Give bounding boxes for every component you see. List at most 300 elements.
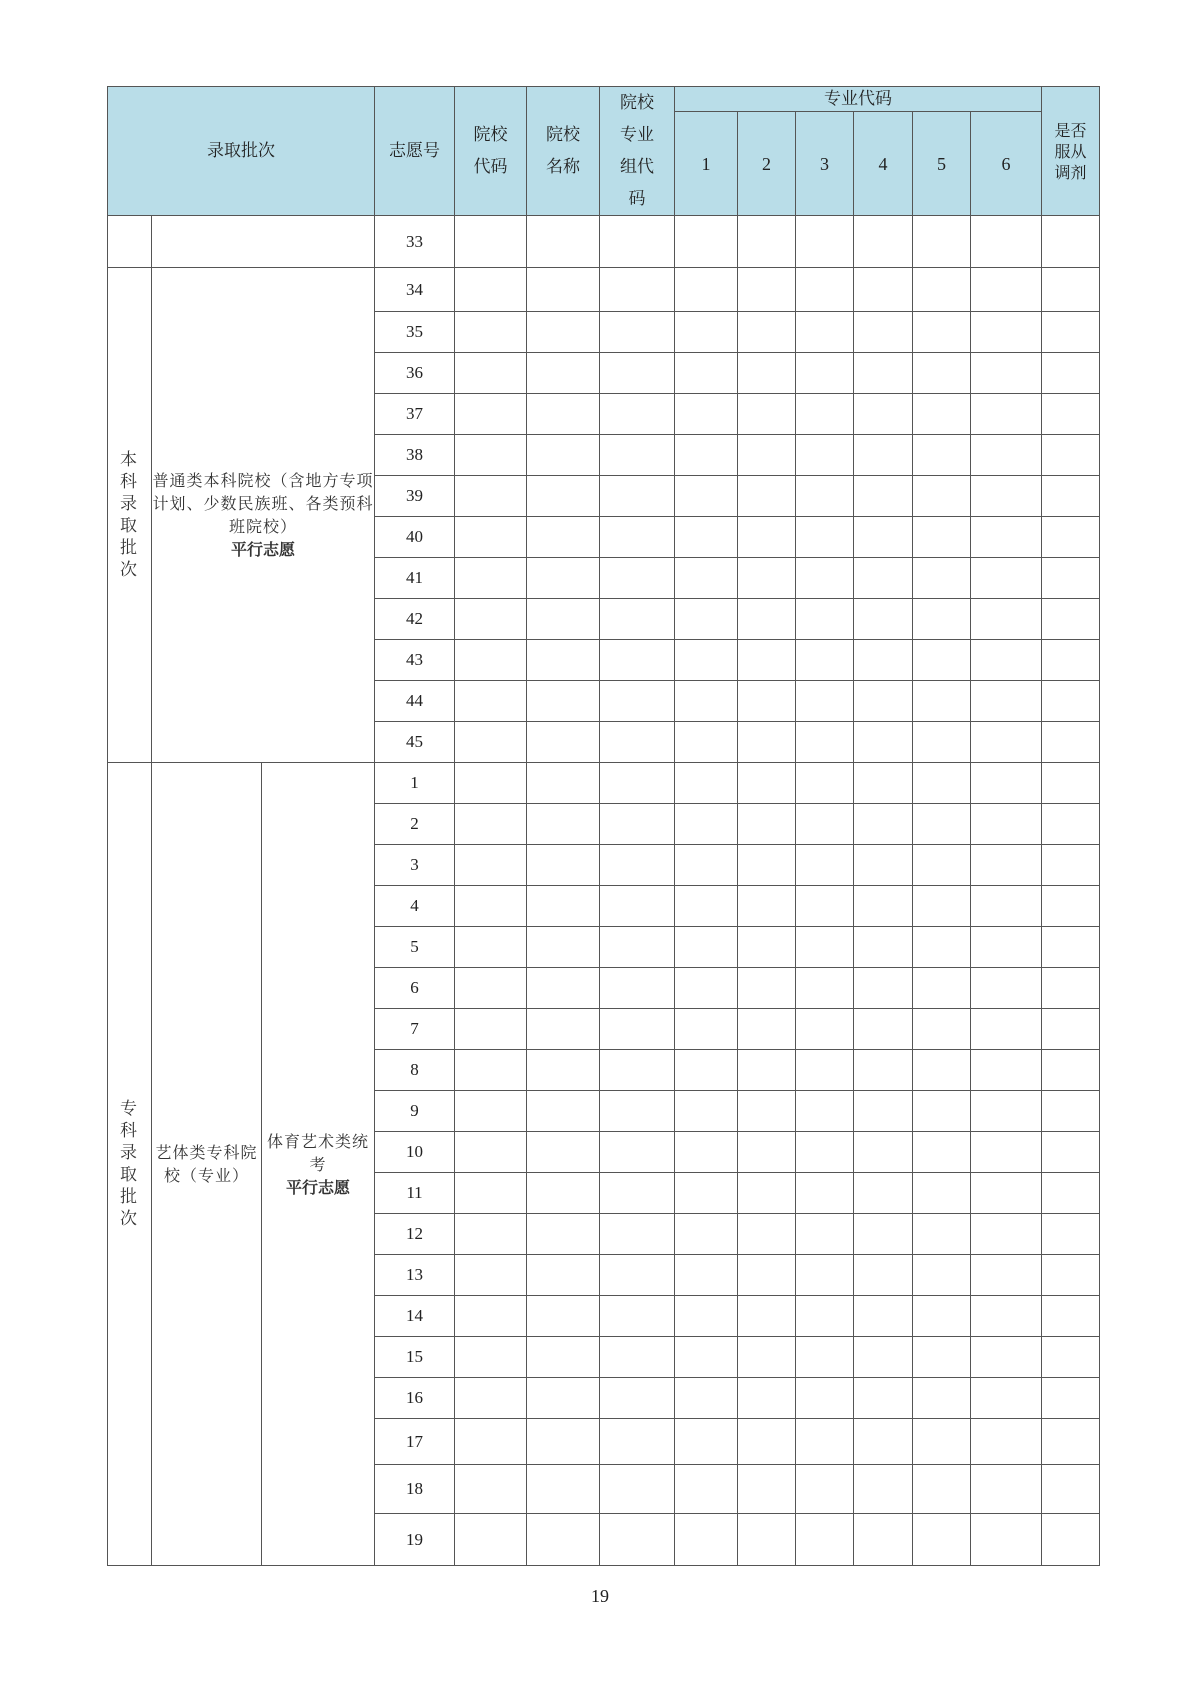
major-code-2-cell[interactable] [738,1337,796,1378]
major-code-6-cell[interactable] [971,1419,1042,1465]
major-code-5-cell[interactable] [913,599,971,640]
school-name-cell[interactable] [527,312,600,353]
major-code-1-cell[interactable] [675,435,738,476]
major-code-6-cell[interactable] [971,1255,1042,1296]
major-code-4-cell[interactable] [854,476,913,517]
major-code-4-cell[interactable] [854,1419,913,1465]
group-code-cell[interactable] [600,845,675,886]
adjust-cell[interactable] [1042,1091,1100,1132]
major-code-6-cell[interactable] [971,1132,1042,1173]
major-code-6-cell[interactable] [971,476,1042,517]
major-code-6-cell[interactable] [971,1050,1042,1091]
major-code-5-cell[interactable] [913,216,971,268]
school-code-cell[interactable] [455,268,527,312]
major-code-4-cell[interactable] [854,353,913,394]
major-code-6-cell[interactable] [971,1514,1042,1566]
major-code-2-cell[interactable] [738,763,796,804]
major-code-6-cell[interactable] [971,886,1042,927]
school-code-cell[interactable] [455,1255,527,1296]
major-code-4-cell[interactable] [854,1337,913,1378]
major-code-5-cell[interactable] [913,1009,971,1050]
school-code-cell[interactable] [455,216,527,268]
major-code-1-cell[interactable] [675,968,738,1009]
major-code-5-cell[interactable] [913,722,971,763]
major-code-4-cell[interactable] [854,517,913,558]
school-name-cell[interactable] [527,1378,600,1419]
major-code-2-cell[interactable] [738,681,796,722]
major-code-3-cell[interactable] [796,681,854,722]
major-code-2-cell[interactable] [738,1050,796,1091]
group-code-cell[interactable] [600,1091,675,1132]
major-code-5-cell[interactable] [913,1132,971,1173]
major-code-4-cell[interactable] [854,640,913,681]
major-code-5-cell[interactable] [913,353,971,394]
group-code-cell[interactable] [600,1378,675,1419]
school-name-cell[interactable] [527,1173,600,1214]
major-code-2-cell[interactable] [738,1173,796,1214]
major-code-2-cell[interactable] [738,722,796,763]
school-code-cell[interactable] [455,681,527,722]
major-code-2-cell[interactable] [738,1296,796,1337]
adjust-cell[interactable] [1042,886,1100,927]
major-code-5-cell[interactable] [913,312,971,353]
adjust-cell[interactable] [1042,312,1100,353]
adjust-cell[interactable] [1042,1214,1100,1255]
major-code-4-cell[interactable] [854,927,913,968]
major-code-3-cell[interactable] [796,312,854,353]
major-code-4-cell[interactable] [854,216,913,268]
adjust-cell[interactable] [1042,640,1100,681]
major-code-1-cell[interactable] [675,394,738,435]
major-code-6-cell[interactable] [971,394,1042,435]
school-code-cell[interactable] [455,1419,527,1465]
major-code-3-cell[interactable] [796,1255,854,1296]
adjust-cell[interactable] [1042,476,1100,517]
school-code-cell[interactable] [455,804,527,845]
school-code-cell[interactable] [455,558,527,599]
adjust-cell[interactable] [1042,1465,1100,1514]
major-code-4-cell[interactable] [854,1050,913,1091]
school-code-cell[interactable] [455,1337,527,1378]
major-code-6-cell[interactable] [971,681,1042,722]
major-code-2-cell[interactable] [738,312,796,353]
school-name-cell[interactable] [527,763,600,804]
major-code-5-cell[interactable] [913,268,971,312]
major-code-5-cell[interactable] [913,435,971,476]
school-name-cell[interactable] [527,640,600,681]
major-code-3-cell[interactable] [796,1514,854,1566]
adjust-cell[interactable] [1042,394,1100,435]
major-code-1-cell[interactable] [675,640,738,681]
major-code-6-cell[interactable] [971,599,1042,640]
major-code-1-cell[interactable] [675,216,738,268]
major-code-2-cell[interactable] [738,804,796,845]
school-name-cell[interactable] [527,353,600,394]
group-code-cell[interactable] [600,1173,675,1214]
major-code-5-cell[interactable] [913,681,971,722]
major-code-5-cell[interactable] [913,763,971,804]
major-code-3-cell[interactable] [796,1378,854,1419]
group-code-cell[interactable] [600,763,675,804]
major-code-1-cell[interactable] [675,1296,738,1337]
adjust-cell[interactable] [1042,804,1100,845]
major-code-5-cell[interactable] [913,394,971,435]
major-code-4-cell[interactable] [854,312,913,353]
major-code-5-cell[interactable] [913,1465,971,1514]
major-code-3-cell[interactable] [796,517,854,558]
group-code-cell[interactable] [600,312,675,353]
group-code-cell[interactable] [600,1514,675,1566]
major-code-5-cell[interactable] [913,1050,971,1091]
major-code-6-cell[interactable] [971,1378,1042,1419]
major-code-4-cell[interactable] [854,1173,913,1214]
major-code-4-cell[interactable] [854,1296,913,1337]
major-code-1-cell[interactable] [675,722,738,763]
group-code-cell[interactable] [600,886,675,927]
major-code-6-cell[interactable] [971,927,1042,968]
major-code-5-cell[interactable] [913,1173,971,1214]
major-code-1-cell[interactable] [675,681,738,722]
school-name-cell[interactable] [527,599,600,640]
major-code-1-cell[interactable] [675,517,738,558]
major-code-3-cell[interactable] [796,1296,854,1337]
school-name-cell[interactable] [527,1419,600,1465]
school-name-cell[interactable] [527,1132,600,1173]
adjust-cell[interactable] [1042,1132,1100,1173]
adjust-cell[interactable] [1042,1514,1100,1566]
major-code-1-cell[interactable] [675,353,738,394]
school-name-cell[interactable] [527,394,600,435]
major-code-4-cell[interactable] [854,886,913,927]
school-name-cell[interactable] [527,517,600,558]
group-code-cell[interactable] [600,517,675,558]
school-code-cell[interactable] [455,968,527,1009]
major-code-2-cell[interactable] [738,1255,796,1296]
major-code-6-cell[interactable] [971,435,1042,476]
major-code-3-cell[interactable] [796,216,854,268]
school-code-cell[interactable] [455,353,527,394]
major-code-6-cell[interactable] [971,1091,1042,1132]
major-code-3-cell[interactable] [796,476,854,517]
group-code-cell[interactable] [600,968,675,1009]
school-code-cell[interactable] [455,1173,527,1214]
major-code-4-cell[interactable] [854,804,913,845]
major-code-6-cell[interactable] [971,1296,1042,1337]
major-code-1-cell[interactable] [675,1173,738,1214]
school-name-cell[interactable] [527,1465,600,1514]
major-code-2-cell[interactable] [738,216,796,268]
adjust-cell[interactable] [1042,1337,1100,1378]
major-code-6-cell[interactable] [971,1009,1042,1050]
major-code-2-cell[interactable] [738,353,796,394]
major-code-6-cell[interactable] [971,804,1042,845]
school-name-cell[interactable] [527,268,600,312]
adjust-cell[interactable] [1042,845,1100,886]
major-code-5-cell[interactable] [913,1337,971,1378]
major-code-3-cell[interactable] [796,968,854,1009]
major-code-3-cell[interactable] [796,640,854,681]
adjust-cell[interactable] [1042,1009,1100,1050]
major-code-4-cell[interactable] [854,1009,913,1050]
major-code-4-cell[interactable] [854,394,913,435]
major-code-4-cell[interactable] [854,1214,913,1255]
major-code-1-cell[interactable] [675,476,738,517]
major-code-2-cell[interactable] [738,517,796,558]
major-code-2-cell[interactable] [738,599,796,640]
major-code-3-cell[interactable] [796,1091,854,1132]
major-code-2-cell[interactable] [738,1419,796,1465]
adjust-cell[interactable] [1042,517,1100,558]
major-code-1-cell[interactable] [675,558,738,599]
major-code-3-cell[interactable] [796,558,854,599]
school-code-cell[interactable] [455,435,527,476]
school-code-cell[interactable] [455,1296,527,1337]
adjust-cell[interactable] [1042,558,1100,599]
school-name-cell[interactable] [527,1214,600,1255]
major-code-3-cell[interactable] [796,1214,854,1255]
major-code-3-cell[interactable] [796,927,854,968]
school-name-cell[interactable] [527,1337,600,1378]
major-code-2-cell[interactable] [738,1514,796,1566]
adjust-cell[interactable] [1042,763,1100,804]
major-code-5-cell[interactable] [913,845,971,886]
school-name-cell[interactable] [527,886,600,927]
school-code-cell[interactable] [455,1091,527,1132]
major-code-2-cell[interactable] [738,1132,796,1173]
major-code-1-cell[interactable] [675,1419,738,1465]
group-code-cell[interactable] [600,1419,675,1465]
major-code-3-cell[interactable] [796,845,854,886]
school-code-cell[interactable] [455,312,527,353]
adjust-cell[interactable] [1042,435,1100,476]
major-code-2-cell[interactable] [738,268,796,312]
school-name-cell[interactable] [527,435,600,476]
school-name-cell[interactable] [527,968,600,1009]
major-code-4-cell[interactable] [854,1091,913,1132]
major-code-5-cell[interactable] [913,804,971,845]
group-code-cell[interactable] [600,476,675,517]
major-code-5-cell[interactable] [913,558,971,599]
major-code-6-cell[interactable] [971,1214,1042,1255]
major-code-3-cell[interactable] [796,1173,854,1214]
adjust-cell[interactable] [1042,268,1100,312]
group-code-cell[interactable] [600,1296,675,1337]
school-name-cell[interactable] [527,1009,600,1050]
adjust-cell[interactable] [1042,1419,1100,1465]
group-code-cell[interactable] [600,927,675,968]
school-code-cell[interactable] [455,886,527,927]
major-code-1-cell[interactable] [675,1050,738,1091]
major-code-5-cell[interactable] [913,927,971,968]
major-code-1-cell[interactable] [675,268,738,312]
major-code-1-cell[interactable] [675,845,738,886]
major-code-6-cell[interactable] [971,763,1042,804]
major-code-2-cell[interactable] [738,476,796,517]
school-code-cell[interactable] [455,640,527,681]
school-code-cell[interactable] [455,394,527,435]
group-code-cell[interactable] [600,640,675,681]
group-code-cell[interactable] [600,394,675,435]
major-code-5-cell[interactable] [913,1378,971,1419]
adjust-cell[interactable] [1042,968,1100,1009]
adjust-cell[interactable] [1042,681,1100,722]
school-name-cell[interactable] [527,1091,600,1132]
major-code-5-cell[interactable] [913,517,971,558]
school-name-cell[interactable] [527,927,600,968]
major-code-5-cell[interactable] [913,1255,971,1296]
major-code-4-cell[interactable] [854,1132,913,1173]
school-code-cell[interactable] [455,1465,527,1514]
adjust-cell[interactable] [1042,1050,1100,1091]
major-code-3-cell[interactable] [796,1337,854,1378]
major-code-3-cell[interactable] [796,353,854,394]
major-code-1-cell[interactable] [675,1132,738,1173]
major-code-3-cell[interactable] [796,886,854,927]
group-code-cell[interactable] [600,1009,675,1050]
major-code-4-cell[interactable] [854,1465,913,1514]
adjust-cell[interactable] [1042,353,1100,394]
major-code-1-cell[interactable] [675,1091,738,1132]
major-code-1-cell[interactable] [675,1378,738,1419]
adjust-cell[interactable] [1042,599,1100,640]
major-code-5-cell[interactable] [913,1214,971,1255]
major-code-3-cell[interactable] [796,1465,854,1514]
major-code-4-cell[interactable] [854,1255,913,1296]
major-code-3-cell[interactable] [796,804,854,845]
major-code-3-cell[interactable] [796,763,854,804]
group-code-cell[interactable] [600,216,675,268]
school-code-cell[interactable] [455,517,527,558]
adjust-cell[interactable] [1042,216,1100,268]
school-name-cell[interactable] [527,1514,600,1566]
major-code-1-cell[interactable] [675,312,738,353]
group-code-cell[interactable] [600,1214,675,1255]
school-name-cell[interactable] [527,845,600,886]
school-code-cell[interactable] [455,1132,527,1173]
major-code-5-cell[interactable] [913,968,971,1009]
major-code-1-cell[interactable] [675,927,738,968]
major-code-1-cell[interactable] [675,1465,738,1514]
major-code-2-cell[interactable] [738,640,796,681]
major-code-3-cell[interactable] [796,1419,854,1465]
major-code-6-cell[interactable] [971,268,1042,312]
school-code-cell[interactable] [455,1050,527,1091]
school-name-cell[interactable] [527,558,600,599]
major-code-4-cell[interactable] [854,599,913,640]
major-code-5-cell[interactable] [913,476,971,517]
group-code-cell[interactable] [600,353,675,394]
major-code-1-cell[interactable] [675,599,738,640]
school-name-cell[interactable] [527,722,600,763]
group-code-cell[interactable] [600,1255,675,1296]
major-code-6-cell[interactable] [971,312,1042,353]
major-code-5-cell[interactable] [913,1419,971,1465]
major-code-2-cell[interactable] [738,435,796,476]
major-code-4-cell[interactable] [854,722,913,763]
major-code-6-cell[interactable] [971,353,1042,394]
group-code-cell[interactable] [600,558,675,599]
major-code-5-cell[interactable] [913,640,971,681]
adjust-cell[interactable] [1042,927,1100,968]
group-code-cell[interactable] [600,681,675,722]
major-code-4-cell[interactable] [854,763,913,804]
major-code-1-cell[interactable] [675,1255,738,1296]
major-code-3-cell[interactable] [796,394,854,435]
major-code-5-cell[interactable] [913,1514,971,1566]
major-code-4-cell[interactable] [854,968,913,1009]
school-code-cell[interactable] [455,599,527,640]
major-code-2-cell[interactable] [738,886,796,927]
major-code-2-cell[interactable] [738,1465,796,1514]
group-code-cell[interactable] [600,1465,675,1514]
major-code-6-cell[interactable] [971,558,1042,599]
major-code-6-cell[interactable] [971,845,1042,886]
group-code-cell[interactable] [600,1132,675,1173]
group-code-cell[interactable] [600,804,675,845]
major-code-6-cell[interactable] [971,968,1042,1009]
adjust-cell[interactable] [1042,1378,1100,1419]
school-code-cell[interactable] [455,1378,527,1419]
adjust-cell[interactable] [1042,1296,1100,1337]
school-code-cell[interactable] [455,927,527,968]
major-code-6-cell[interactable] [971,640,1042,681]
school-code-cell[interactable] [455,1214,527,1255]
major-code-3-cell[interactable] [796,722,854,763]
school-name-cell[interactable] [527,681,600,722]
major-code-1-cell[interactable] [675,1214,738,1255]
major-code-1-cell[interactable] [675,804,738,845]
major-code-6-cell[interactable] [971,722,1042,763]
school-name-cell[interactable] [527,1296,600,1337]
group-code-cell[interactable] [600,1337,675,1378]
major-code-3-cell[interactable] [796,1132,854,1173]
major-code-2-cell[interactable] [738,968,796,1009]
major-code-2-cell[interactable] [738,845,796,886]
major-code-2-cell[interactable] [738,394,796,435]
major-code-4-cell[interactable] [854,845,913,886]
school-name-cell[interactable] [527,1255,600,1296]
major-code-6-cell[interactable] [971,1337,1042,1378]
major-code-6-cell[interactable] [971,216,1042,268]
major-code-3-cell[interactable] [796,1009,854,1050]
major-code-2-cell[interactable] [738,927,796,968]
school-name-cell[interactable] [527,216,600,268]
adjust-cell[interactable] [1042,1173,1100,1214]
major-code-4-cell[interactable] [854,681,913,722]
school-code-cell[interactable] [455,476,527,517]
school-name-cell[interactable] [527,804,600,845]
adjust-cell[interactable] [1042,722,1100,763]
school-name-cell[interactable] [527,1050,600,1091]
major-code-4-cell[interactable] [854,435,913,476]
major-code-2-cell[interactable] [738,1214,796,1255]
major-code-2-cell[interactable] [738,558,796,599]
major-code-3-cell[interactable] [796,599,854,640]
school-code-cell[interactable] [455,763,527,804]
major-code-3-cell[interactable] [796,1050,854,1091]
major-code-2-cell[interactable] [738,1091,796,1132]
school-code-cell[interactable] [455,1009,527,1050]
major-code-5-cell[interactable] [913,1296,971,1337]
school-code-cell[interactable] [455,722,527,763]
major-code-6-cell[interactable] [971,517,1042,558]
major-code-2-cell[interactable] [738,1378,796,1419]
major-code-1-cell[interactable] [675,1337,738,1378]
school-code-cell[interactable] [455,1514,527,1566]
major-code-6-cell[interactable] [971,1173,1042,1214]
major-code-1-cell[interactable] [675,886,738,927]
group-code-cell[interactable] [600,1050,675,1091]
